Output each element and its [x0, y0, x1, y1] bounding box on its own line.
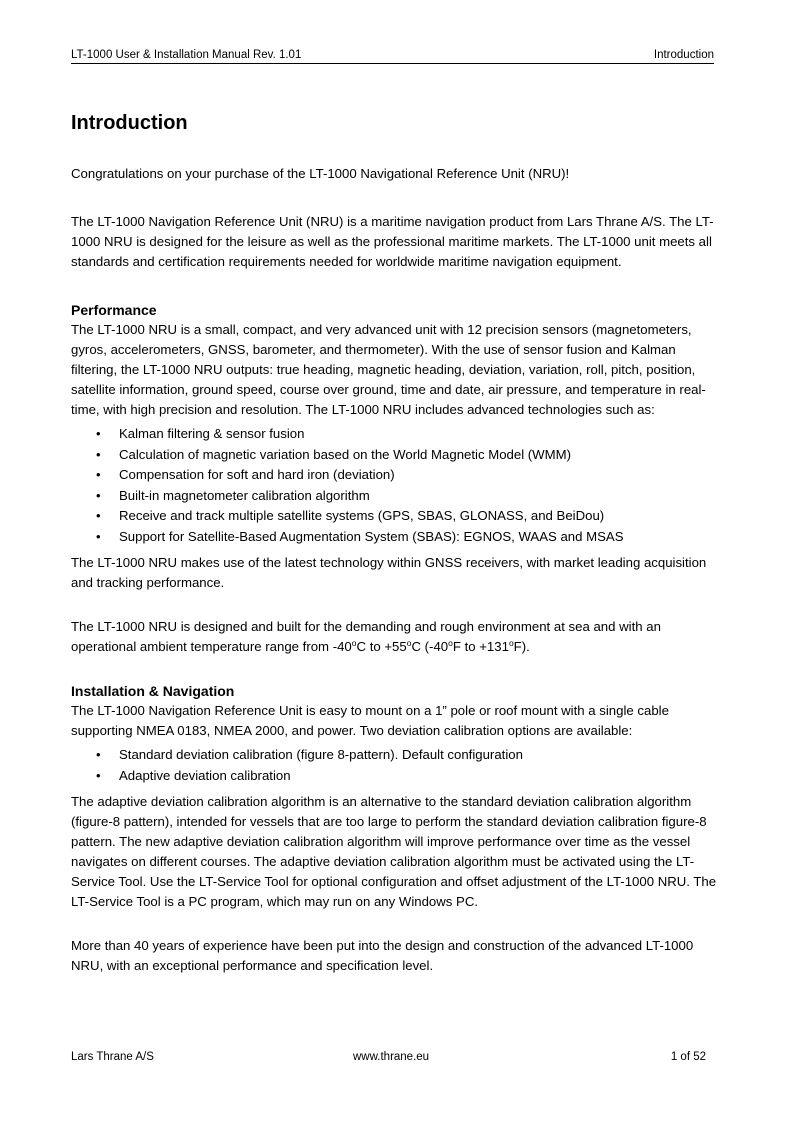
temp-text-a: The LT-1000 NRU is designed and built for the demanding and rough environment at sea and with an operational ambient temperature range from -40: [71, 619, 661, 654]
installation-paragraph-1: The LT-1000 Navigation Reference Unit is easy to mount on a 1” pole or roof mount with a single cable supporting NMEA 0183, NMEA 2000, and power. Two deviation calibration options are available:: [71, 703, 669, 738]
calibration-options-list: [71, 745, 721, 786]
intro-congratulations: Congratulations on your purchase of the LT-1000 Navigational Reference Unit (NRU)!: [71, 166, 570, 181]
degree-mark: o: [448, 638, 453, 648]
temp-text-e: F).: [513, 639, 530, 654]
performance-paragraph-2: The LT-1000 NRU makes use of the latest technology within GNSS receivers, with market leading acquisition and tracking performance.: [71, 555, 707, 590]
page-content: [71, 110, 721, 976]
performance-paragraph-1: The LT-1000 NRU is a small, compact, and very advanced unit with 12 precision sensors (magnetometers, gyros, accelerometers, GNSS, barometer, and thermometer). With the use of sensor fusion and Kalman filtering, the LT-1000 NRU outputs: true heading, magnetic heading, deviation, variation, roll, pitch, position, satellite information, ground speed, course over ground, time and date, air pressure, and temperature in real-time, with high precision and resolution. The LT-1000 NRU includes advanced technologies such as:: [71, 322, 706, 417]
list-item: • Receive and track multiple satellite systems (GPS, SBAS, GLONASS, and BeiDou): [119, 506, 721, 527]
list-item: • Calculation of magnetic variation based on the World Magnetic Model (WMM): [119, 445, 721, 466]
degree-mark: o: [406, 638, 412, 648]
list-item: • Support for Satellite-Based Augmentation System (SBAS): EGNOS, WAAS and MSAS: [119, 527, 721, 548]
footer-company: Lars Thrane A/S: [71, 1051, 154, 1063]
degree-mark: o: [508, 638, 514, 648]
performance-feature-list: [71, 424, 721, 547]
list-item: • Compensation for soft and hard iron (deviation): [119, 465, 721, 486]
temp-text-c: C (-40: [411, 639, 449, 654]
installation-paragraph-2: The adaptive deviation calibration algorithm is an alternative to the standard deviation calibration algorithm (figure-8 pattern), intended for vessels that are too large to perform the standard deviation calibration figure-8 pattern. The new adaptive deviation calibration algorithm will improve performance over time as the vessel navigates on different courses. The adaptive deviation calibration algorithm must be activated using the LT-Service Tool. Use the LT-Service Tool for optional configuration and offset adjustment of the LT-1000 NRU. The LT-Service Tool is a PC program, which may run on any Windows PC.: [71, 794, 717, 909]
page-header: [71, 48, 714, 64]
header-section-title: Introduction: [653, 49, 714, 61]
performance-heading: Performance: [71, 302, 157, 318]
degree-mark: o: [351, 638, 357, 648]
list-item: • Built-in magnetometer calibration algorithm: [119, 486, 721, 507]
footer-website: www.thrane.eu: [353, 1051, 430, 1063]
temp-text-b: C to +55: [356, 639, 407, 654]
footer-page-number: 1 of 52: [670, 1051, 706, 1063]
header-document-title: LT-1000 User & Installation Manual Rev. 1.01: [71, 49, 302, 61]
temp-text-d: F to +131: [452, 639, 509, 654]
list-item: • Kalman filtering & sensor fusion: [119, 424, 721, 445]
list-item: • Adaptive deviation calibration: [119, 766, 721, 787]
installation-heading: Installation & Navigation: [71, 683, 235, 699]
installation-paragraph-3: More than 40 years of experience have been put into the design and construction of the advanced LT-1000 NRU, with an exceptional performance and specification level.: [71, 938, 694, 973]
list-item: • Standard deviation calibration (figure 8-pattern). Default configuration: [119, 745, 721, 766]
page-title: Introduction: [71, 112, 188, 134]
intro-paragraph: The LT-1000 Navigation Reference Unit (NRU) is a maritime navigation product from Lars Thrane A/S. The LT-1000 NRU is designed for the leisure as well as the professional maritime markets. The LT-1000 unit meets all standards and certification requirements needed for worldwide maritime navigation equipment.: [71, 214, 714, 269]
performance-paragraph-3: [71, 617, 721, 657]
